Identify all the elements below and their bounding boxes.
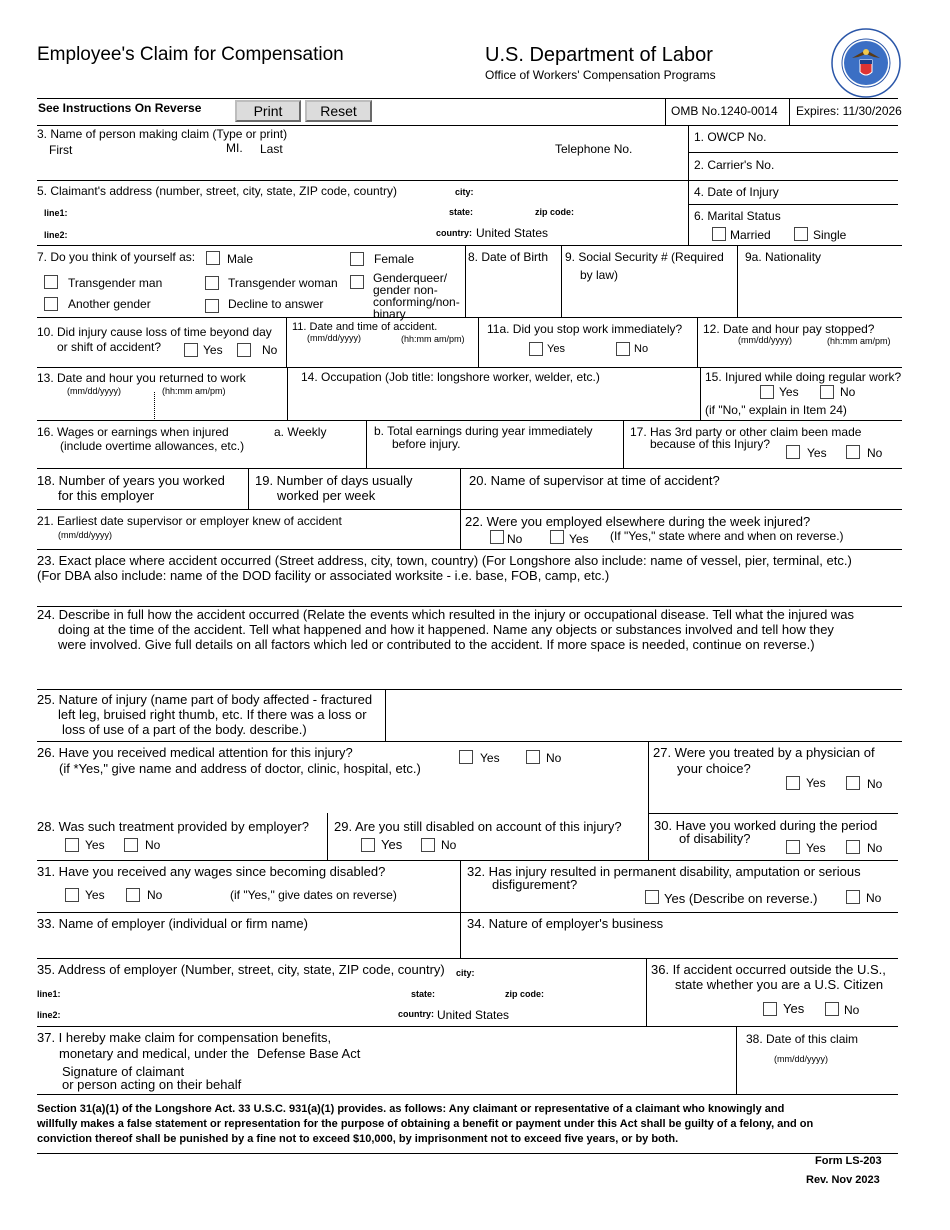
item23-label-2: (For DBA also include: name of the DOD facility or associated worksite - i.e. base, FOB, camp, etc.) [37,568,610,583]
item17-label: 17. Has 3rd party or other claim been made [630,425,862,439]
item27-no-checkbox[interactable] [846,776,860,790]
item30-label: 30. Have you worked during the period [654,818,878,833]
item15-note: (if "No," explain in Item 24) [705,403,847,417]
city-label: city: [455,187,474,197]
item33-label: 33. Name of employer (individual or firm name) [37,916,308,931]
employer-line2-label: line2: [37,1010,61,1020]
item29-label: 29. Are you still disabled on account of this injury? [334,819,622,834]
item15-yes-checkbox[interactable] [760,385,774,399]
seal-ring-text-bottom [829,60,903,90]
item31-label: 31. Have you received any wages since becoming disabled? [37,864,386,879]
country-label: country: [436,228,472,238]
signature-label-2: or person acting on their behalf [62,1077,242,1092]
item24-label: 24. Describe in full how the accident occurred (Relate the events which resulted in the injury or occupational disease. Tell what the injured was [37,607,855,622]
item15-label: 15. Injured while doing regular work? [705,370,902,384]
last-name-label: Last [260,142,283,156]
item32-yes-label: Yes (Describe on reverse.) [664,891,818,906]
item22-no-checkbox[interactable] [490,530,504,544]
employer-country-value[interactable]: United States [437,1008,510,1022]
item15-no-label: No [840,385,856,399]
item36-label: 36. If accident occurred outside the U.S., [651,962,886,977]
employer-state-label: state: [411,989,436,999]
zip-label: zip code: [535,207,575,217]
carrier-number-label: 2. Carrier's No. [694,158,775,172]
item32-yes-checkbox[interactable] [645,890,659,904]
item30-label-2: of disability? [679,831,751,846]
item11-time-hint: (hh:mm am/pm) [401,334,465,344]
item34-label: 34. Nature of employer's business [467,916,664,931]
middle-initial-label: MI. [226,141,243,155]
item10-label: 10. Did injury cause loss of time beyond day [37,325,272,339]
item26-no-checkbox[interactable] [526,750,540,764]
item5-label: 5. Claimant's address (number, street, city, state, ZIP code, country) [37,184,397,198]
item7-label: 7. Do you think of yourself as: [37,250,196,264]
weekly-label: a. Weekly [274,425,327,439]
item30-no-label: No [867,841,883,855]
decline-checkbox[interactable] [205,299,219,313]
item23-label: 23. Exact place where accident occurred (Street address, city, town, country) (For Longshore also include: name of vessel, pier, terminal, etc.) [37,553,852,568]
item29-no-checkbox[interactable] [421,838,435,852]
item11a-no-checkbox[interactable] [616,342,630,356]
statute-text-3: conviction thereof shall be punished by a fine not to exceed $10,000, by imprisonment not to exceed five years, or by both. [37,1133,679,1145]
item27-yes-label: Yes [806,776,826,790]
item11a-yes-label: Yes [547,343,565,355]
date-of-birth-label: 8. Date of Birth [468,250,549,264]
office-name: Office of Workers' Compensation Programs [485,68,716,82]
female-checkbox[interactable] [350,252,364,266]
item31-no-checkbox[interactable] [126,888,140,902]
item32-no-label: No [866,891,882,905]
item22-yes-label: Yes [569,532,589,546]
state-label: state: [449,207,474,217]
country-value[interactable]: United States [476,226,549,240]
item36-no-checkbox[interactable] [825,1002,839,1016]
item15-yes-label: Yes [779,385,799,399]
item13-label: 13. Date and hour you returned to work [37,371,246,385]
telephone-label: Telephone No. [555,142,633,156]
expiration-date: Expires: 11/30/2026 [796,104,902,118]
item31-note: (if "Yes," give dates on reverse) [230,888,397,902]
item10-label-2: or shift of accident? [57,340,162,354]
genderqueer-label: Genderqueer/ gender non- conforming/non- binary [373,271,460,321]
item14-label: 14. Occupation (Job title: longshore worker, welder, etc.) [301,370,600,384]
item29-yes-label: Yes [381,837,403,852]
item28-no-label: No [145,838,161,852]
item31-yes-checkbox[interactable] [65,888,79,902]
item21-label: 21. Earliest date supervisor or employer knew of accident [37,514,342,528]
item11a-yes-checkbox[interactable] [529,342,543,356]
item28-no-checkbox[interactable] [124,838,138,852]
transgender-woman-checkbox[interactable] [205,276,219,290]
item16-note: (include overtime allowances, etc.) [60,439,245,453]
item24-label-2: doing at the time of the accident. Tell what happened and how it happened. Name any objects or substances involved and tell how they [58,622,834,637]
statute-text-2: willfully makes a false statement or representation for the purpose of obtaining a benefit or payment under this Act shall be guilty of a felony, and on [37,1118,814,1130]
item22-no-label: No [507,532,523,546]
item25-label-2: left leg, bruised right thumb, etc. If there was a loss or [58,707,367,722]
owcp-number-label: 1. OWCP No. [694,130,767,144]
item18-label: 18. Number of years you worked [37,473,225,488]
item25-label-3: loss of use of a part of the body. describe.) [62,722,307,737]
item31-no-label: No [147,888,163,902]
item10-no-label: No [262,343,278,357]
item28-yes-checkbox[interactable] [65,838,79,852]
item19-label-2: worked per week [277,488,376,503]
item17-no-checkbox[interactable] [846,445,860,459]
item3-label: 3. Name of person making claim (Type or print) [37,127,288,141]
ssn-label: 9. Social Security # (Required [565,250,724,264]
item36-no-label: No [844,1003,860,1017]
item10-yes-checkbox[interactable] [184,343,198,357]
item38-date-hint: (mm/dd/yyyy) [774,1054,828,1064]
statute-text-1: Section 31(a)(1) of the Longshore Act. 33 U.S.C. 931(a)(1) provides. as follows: Any claimant or representative of a claimant who knowingly and [37,1103,785,1115]
male-checkbox[interactable] [206,251,220,265]
female-label: Female [374,252,415,266]
item27-no-label: No [867,777,883,791]
item37-label-2: monetary and medical, under the [59,1046,250,1061]
item11a-no-label: No [634,343,649,355]
item20-label: 20. Name of supervisor at time of accident? [469,473,720,488]
item26-label: 26. Have you received medical attention for this injury? [37,745,353,760]
item25-label: 25. Nature of injury (name part of body affected - fractured [37,692,373,707]
item26-no-label: No [546,751,562,765]
item36-label-2: state whether you are a U.S. Citizen [675,977,884,992]
item15-no-checkbox[interactable] [820,385,834,399]
item30-yes-checkbox[interactable] [786,840,800,854]
item11-date-hint: (mm/dd/yyyy) [307,333,361,343]
first-name-label: First [49,143,73,157]
line2-label: line2: [44,230,68,240]
item10-yes-label: Yes [203,343,223,357]
item12-label: 12. Date and hour pay stopped? [703,322,875,336]
employer-city-label: city: [456,968,475,978]
single-checkbox[interactable] [794,227,808,241]
item12-time-hint: (hh:mm am/pm) [827,336,891,346]
ssn-required-label: by law) [580,268,619,282]
item35-label: 35. Address of employer (Number, street, city, state, ZIP code, country) [37,962,445,977]
item17-yes-label: Yes [807,446,827,460]
item29-yes-checkbox[interactable] [361,838,375,852]
item38-label: 38. Date of this claim [746,1032,859,1046]
item13-date-hint: (mm/dd/yyyy) [67,386,121,396]
signature-label: Signature of claimant [62,1064,185,1079]
another-gender-label: Another gender [68,297,151,311]
agency-name: U.S. Department of Labor [485,44,713,66]
item32-label-2: disfigurement? [492,877,578,892]
transgender-man-checkbox[interactable] [44,275,58,289]
item17-yes-checkbox[interactable] [786,445,800,459]
date-of-injury-label: 4. Date of Injury [694,185,779,199]
item13-time-hint: (hh:mm am/pm) [162,386,226,396]
item16b-note: before injury. [392,437,461,451]
item27-label: 27. Were you treated by a physician of [653,745,875,760]
item28-yes-label: Yes [85,838,105,852]
item16b-label: b. Total earnings during year immediately [374,424,593,438]
item36-yes-checkbox[interactable] [763,1002,777,1016]
act-name[interactable]: Defense Base Act [257,1046,361,1061]
item22-label: 22. Were you employed elsewhere during the week injured? [465,514,811,529]
married-label: Married [730,228,771,242]
form-number: Form LS-203 [815,1155,882,1167]
item29-no-label: No [441,838,457,852]
male-label: Male [227,252,254,266]
item21-date-hint: (mm/dd/yyyy) [58,530,112,540]
item18-label-2: for this employer [58,488,155,503]
marital-status-label: 6. Marital Status [694,209,781,223]
item30-yes-label: Yes [806,841,826,855]
item37-label: 37. I hereby make claim for compensation benefits, [37,1030,332,1045]
item26-label-2: (if *Yes," give name and address of doctor, clinic, hospital, etc.) [59,761,421,776]
item22-note: (If "Yes," state where and when on reverse.) [610,529,844,543]
transgender-woman-label: Transgender woman [228,276,338,290]
another-gender-checkbox[interactable] [44,297,58,311]
item12-date-hint: (mm/dd/yyyy) [738,335,792,345]
decline-label: Decline to answer [228,297,324,311]
employer-zip-label: zip code: [505,989,545,999]
item26-yes-label: Yes [480,751,500,765]
item17-no-label: No [867,446,883,460]
omb-number: OMB No.1240-0014 [671,104,778,118]
transgender-man-label: Transgender man [68,276,163,290]
form-title: Employee's Claim for Compensation [37,44,344,65]
single-label: Single [813,228,847,242]
item24-label-3: were involved. Give full details on all factors which led or contributed to the accident. If more space is needed, continue on reverse.) [58,637,815,652]
item27-yes-checkbox[interactable] [786,776,800,790]
nationality-label: 9a. Nationality [745,250,822,264]
item10-no-checkbox[interactable] [237,343,251,357]
item11-label: 11. Date and time of accident. [292,321,438,333]
item32-no-checkbox[interactable] [846,890,860,904]
married-checkbox[interactable] [712,227,726,241]
item22-yes-checkbox[interactable] [550,530,564,544]
line1-label: line1: [44,208,68,218]
item32-label: 32. Has injury resulted in permanent disability, amputation or serious [467,864,861,879]
item30-no-checkbox[interactable] [846,840,860,854]
print-button[interactable]: Print [235,100,301,122]
employer-country-label: country: [398,1009,434,1019]
revision-date: Rev. Nov 2023 [806,1174,880,1186]
item19-label: 19. Number of days usually [255,473,413,488]
item31-yes-label: Yes [85,888,105,902]
item17-label-2: because of this Injury? [650,437,771,451]
item27-label-2: your choice? [677,761,751,776]
genderqueer-checkbox[interactable] [350,275,364,289]
item11a-label: 11a. Did you stop work immediately? [487,322,683,336]
item16-label: 16. Wages or earnings when injured [37,425,229,439]
instructions-note: See Instructions On Reverse [38,101,202,115]
item36-yes-label: Yes [783,1001,805,1016]
item28-label: 28. Was such treatment provided by employer? [37,819,309,834]
reset-button[interactable]: Reset [305,100,372,122]
employer-line1-label: line1: [37,989,61,999]
item26-yes-checkbox[interactable] [459,750,473,764]
